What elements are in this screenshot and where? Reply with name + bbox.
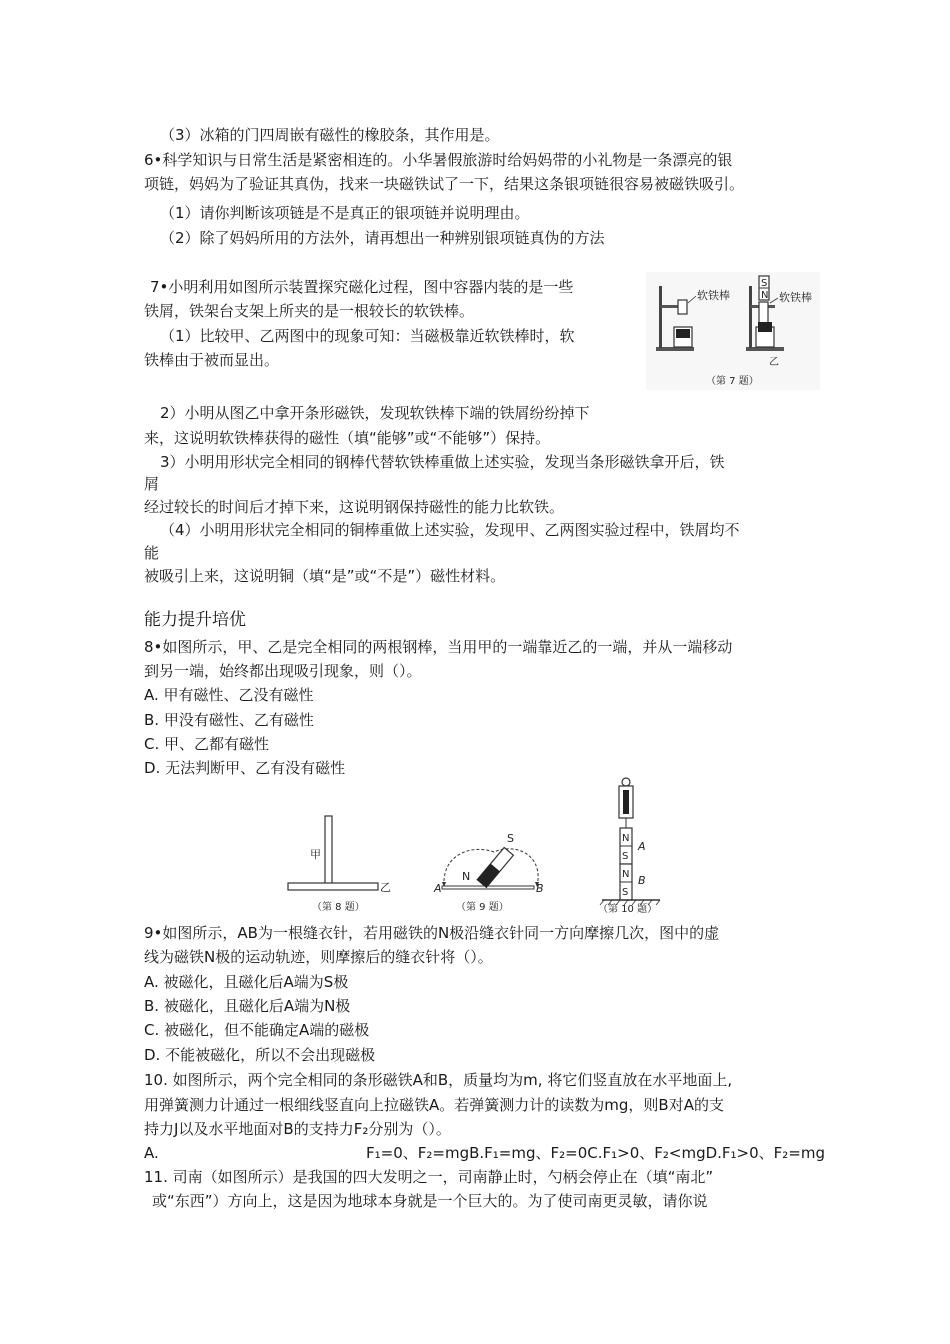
q9-option-c: C. 被磁化，但不能确定A端的磁极 [144, 1021, 370, 1039]
q7-part3-line3: 经过较长的时间后才掉下来，这说明钢保持磁性的能力比软铁。 [144, 498, 565, 516]
q7-part1-line2: 铁棒由于被而显出。 [144, 351, 280, 369]
q7-part1-line1: （1）比较甲、乙两图中的现象可知：当磁极靠近软铁棒时，软 [160, 327, 575, 345]
needle-ab [442, 886, 534, 889]
fig9-label-a: A [434, 882, 442, 895]
q9-stem-line1: 9•如图所示，AB为一根缝衣针，若用磁铁的N极沿缝衣针同一方向摩擦几次，图中的虚 [144, 924, 720, 942]
fig8-label-jia: 甲 [310, 848, 321, 861]
fig10-label-b: B [638, 874, 646, 887]
stand-pole-left [659, 286, 662, 348]
q10-options-prefix: A. [144, 1144, 159, 1162]
q7-part2-line1: 2）小明从图乙中拿开条形磁铁，发现软铁棒下端的铁屑纷纷掉下 [160, 404, 590, 422]
magnet-b-top: N [622, 869, 630, 880]
q7-part4-line3: 被吸引上来，这说明铜（填“是”或“不是”）磁性材料。 [144, 567, 506, 585]
steel-bar-jia [325, 816, 332, 884]
fig7-label-yi: 乙 [769, 357, 779, 368]
q11-stem-line1: 11. 司南（如图所示）是我国的四大发明之一，司南静止时，勺柄会停止在（填“南北” [144, 1168, 714, 1186]
rod-label-right: 软铁棒 [779, 291, 812, 304]
fig9-label-b: B [536, 882, 544, 895]
fig7-caption: （第 7 题） [706, 376, 759, 387]
q7-part3-line1: 3）小明用形状完全相同的钢棒代替软铁棒重做上述实验，发现当条形磁铁拿开后，铁 [160, 453, 725, 471]
q10-stem-line2: 用弹簧测力计通过一根细线竖直向上拉磁铁A。若弹簧测力计的读数为mg，则B对A的支 [144, 1096, 724, 1114]
q6-part2: （2）除了妈妈所用的方法外，请再想出一种辨别银项链真伪的方法 [160, 229, 605, 247]
figure-10 [596, 776, 680, 914]
fig10-caption: （第 10 题） [598, 904, 658, 914]
q8-stem-line1: 8•如图所示，甲、乙是完全相同的两根钢棒，当用甲的一端靠近乙的一端，并从一端移动 [144, 638, 733, 656]
q11-stem-line2: 或“东西”）方向上，这是因为地球本身就是一个巨大的。为了使司南更灵敏，请你说 [152, 1192, 708, 1210]
q8-stem-line2: 到另一端，始终都出现吸引现象，则（）。 [144, 662, 422, 680]
q7-part2-line2: 来，这说明软铁棒获得的磁性（填“能够”或“不能够”）保持。 [144, 429, 551, 447]
filings-left [676, 329, 690, 338]
q6-part1: （1）请你判断该项链是不是真正的银项链并说明理由。 [160, 204, 530, 222]
fig9-caption: （第 9 题） [456, 902, 509, 913]
q7-stem-line2: 铁屑，铁架台支架上所夹的是一根较长的软铁棒。 [144, 302, 475, 320]
q7-part4-line1: （4）小明用形状完全相同的铜棒重做上述实验，发现甲、乙两图实验过程中，铁屑均不 [160, 521, 740, 539]
q9-option-a: A. 被磁化，且磁化后A端为S极 [144, 973, 349, 991]
soft-iron-rod-left [678, 300, 687, 314]
q9-stem-line2: 线为磁铁N极的运动轨迹，则摩擦后的缝衣针将（）。 [144, 948, 493, 966]
q7-part3-line2: 屑 [144, 475, 160, 493]
magnet-a-top: N [622, 833, 630, 844]
stand-pole-right [749, 286, 752, 348]
magnet-a-bottom: S [622, 851, 629, 862]
q7-part4-line2: 能 [144, 544, 160, 562]
soft-iron-rod-right [759, 302, 768, 324]
q5-part3: （3）冰箱的门四周嵌有磁性的橡胶条，其作用是。 [160, 126, 500, 144]
q8-option-a: A. 甲有磁性、乙没有磁性 [144, 686, 314, 704]
fig8-caption: （第 8 题） [312, 902, 365, 913]
q8-option-b: B. 甲没有磁性、乙有磁性 [144, 711, 314, 729]
magnet-9 [477, 848, 513, 888]
fig8-label-yi: 乙 [380, 881, 391, 894]
q9-option-d: D. 不能被磁化，所以不会出现磁极 [144, 1046, 376, 1064]
fig9-label-s: S [507, 832, 514, 845]
q9-option-b: B. 被磁化，且磁化后A端为N极 [144, 997, 351, 1015]
filings-right [758, 322, 772, 332]
section-heading: 能力提升培优 [144, 610, 246, 630]
q10-options: F₁=0、F₂=mgB.F₁=mg、F₂=0C.F₁>0、F₂<mgD.F₁>0、F₂=mg [366, 1144, 826, 1162]
q10-stem-line1: 10. 如图所示，两个完全相同的条形磁铁A和B，质量均为m, 将它们竖直放在水平地面上, [144, 1071, 733, 1089]
figure-9 [432, 824, 550, 914]
figure-7 [646, 272, 820, 390]
magnet-n-label: N [761, 290, 769, 301]
q6-stem-line2: 项链，妈妈为了验证其真伪，找来一块磁铁试了一下，结果这条银项链很容易被磁铁吸引。 [144, 175, 745, 193]
q8-option-d: D. 无法判断甲、乙有没有磁性 [144, 759, 346, 777]
q7-stem-line1: 7•小明利用如图所示装置探究磁化过程，图中容器内装的是一些 [150, 278, 574, 296]
rod-label-left: 软铁棒 [697, 289, 730, 302]
q6-stem-line1: 6•科学知识与日常生活是紧密相连的。小华暑假旅游时给妈妈带的小礼物是一条漂亮的银 [144, 151, 733, 169]
fig9-label-n: N [462, 870, 471, 883]
q8-option-c: C. 甲、乙都有磁性 [144, 735, 270, 753]
q10-stem-line3: 持力J以及水平地面对B的支持力F₂分别为（）。 [144, 1120, 451, 1138]
magnet-s-label: S [761, 278, 768, 289]
magnet-b-bottom: S [622, 887, 629, 898]
steel-bar-yi [288, 883, 378, 890]
fig10-label-a: A [638, 840, 646, 853]
figure-8 [286, 814, 400, 914]
